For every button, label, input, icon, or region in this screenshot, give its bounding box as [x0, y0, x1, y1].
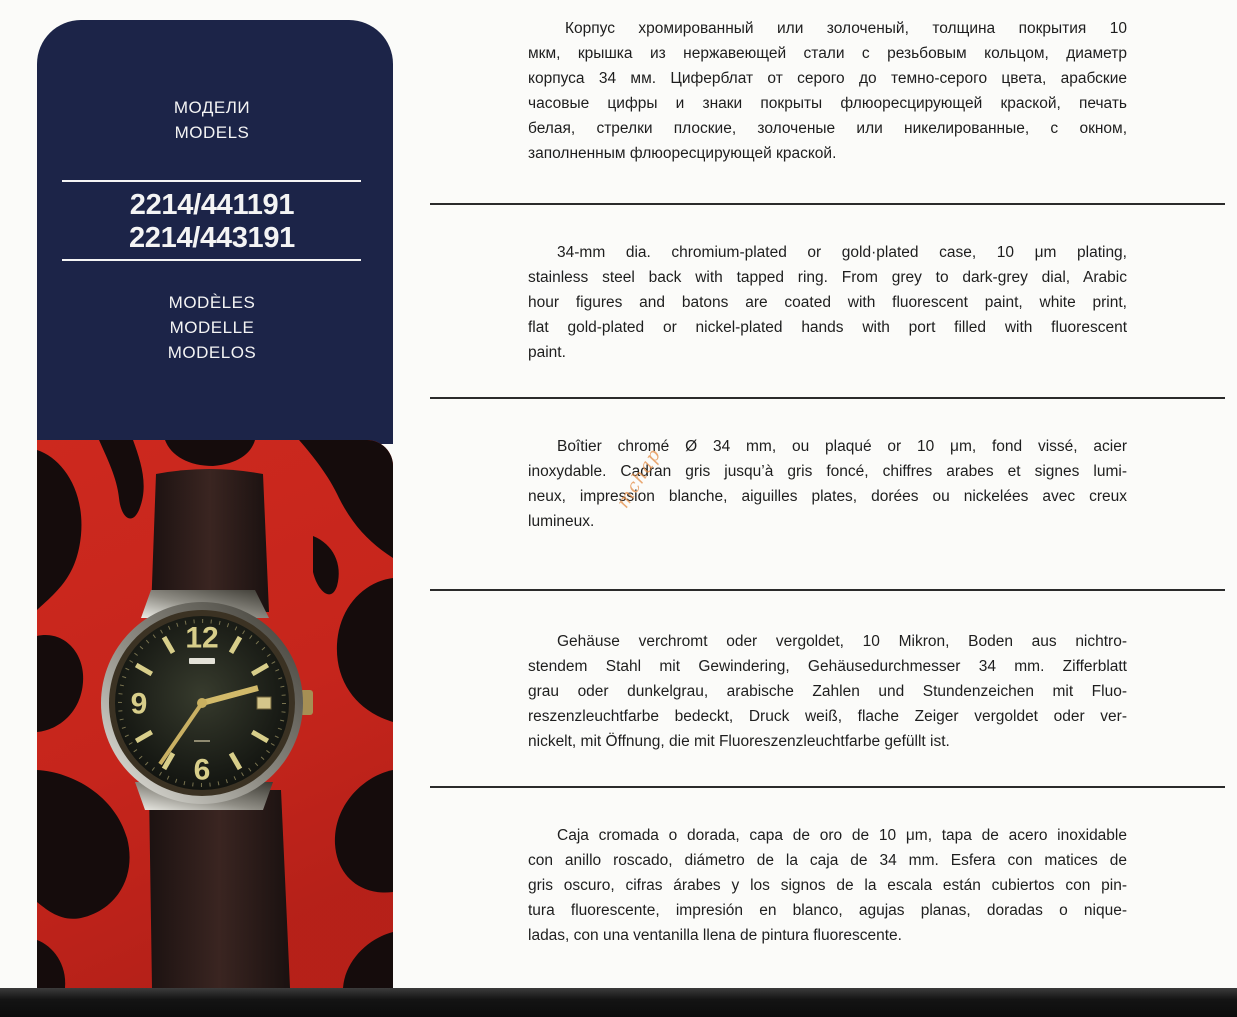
dial-numeral-9: 9 — [130, 687, 148, 721]
description-line: stainless steel back with tapped ring. From grey to dark-grey dial, Arabic — [528, 269, 1127, 286]
description-line: lumineux. — [528, 513, 595, 530]
description-line: nickelt, mit Öffnung, die mit Fluoreszenzleuchtfarbe gefüllt ist. — [528, 733, 950, 750]
description-line: gris oscuro, cifras árabes y los signos de la escala están cubiertos con pin- — [528, 877, 1127, 894]
description-fr — [528, 434, 1127, 534]
description-line: reszenzleuchtfarbe bedeckt, Druck weiß, flache Zeiger vergoldet oder ver- — [528, 708, 1127, 725]
panel-divider — [62, 180, 361, 182]
description-line: stendem Stahl mit Gewindering, Gehäusedurchmesser 34 mm. Zifferblatt — [528, 658, 1127, 675]
description-de — [528, 629, 1127, 754]
description-line: Gehäuse verchromt oder vergoldet, 10 Mikron, Boden aus nichtro- — [557, 633, 1127, 650]
description-en — [528, 240, 1127, 365]
description-ru — [528, 16, 1127, 166]
model-number: 2214/441191 — [129, 189, 295, 221]
description-es — [528, 823, 1127, 948]
description-line: flat gold-plated or nickel-plated hands with port filled with fluorescent — [528, 319, 1127, 336]
panel-label-fr: MODÈLES — [168, 293, 256, 312]
page-bottom-edge — [0, 988, 1237, 1017]
description-line: hour figures and batons are coated with fluorescent paint, white print, — [528, 294, 1127, 311]
dial-numeral-12: 12 — [185, 621, 219, 655]
description-line: мкм, крышка из нержавеющей стали с резьбовым кольцом, диаметр — [528, 45, 1127, 62]
description-line: grau oder dunkelgrau, arabische Zahlen und Stundenzeichen mit Fluo- — [528, 683, 1127, 700]
panel-label-ru: МОДЕЛИ — [173, 98, 251, 117]
dial-numeral-6: 6 — [193, 753, 211, 787]
section-divider — [430, 786, 1225, 788]
description-line: белая, стрелки плоские, золоченые или никелированные, с окном, — [528, 120, 1127, 137]
description-line: tura fluorescente, impresión en blanco, agujas planas, doradas o nique- — [528, 902, 1127, 919]
panel-label-en: MODELS — [174, 123, 250, 142]
watermark: mchap — [612, 444, 666, 513]
description-line: часовые цифры и знаки покрыты флюоресцирующей краской, печать — [528, 95, 1127, 112]
model-number: 2214/443191 — [128, 222, 296, 254]
description-line: заполненным флюоресцирующей краской. — [528, 145, 837, 162]
section-divider — [430, 397, 1225, 399]
panel-divider — [62, 259, 361, 261]
description-line: корпуса 34 мм. Циферблат от серого до темно-серого цвета, арабские — [528, 70, 1127, 87]
description-line: Корпус хромированный или золоченый, толщина покрытия 10 — [565, 20, 1127, 37]
description-line: Boîtier chromé Ø 34 mm, ou plaqué or 10 μm, fond vissé, acier — [557, 438, 1127, 455]
description-line: con anillo roscado, diámetro de la caja de 34 mm. Esfera con matices de — [528, 852, 1127, 869]
description-line: Caja cromada o dorada, capa de oro de 10 μm, tapa de acero inoxidable — [557, 827, 1127, 844]
date-window — [257, 697, 271, 709]
panel-label-es: MODELOS — [167, 343, 257, 362]
description-line: neux, impression blanche, aiguilles plates, dorées ou nickelées avec creux — [528, 488, 1127, 505]
description-line: 34-mm dia. chromium-plated or gold·plated case, 10 μm plating, — [557, 244, 1127, 261]
dial-subtext — [194, 740, 210, 742]
models-panel — [37, 20, 393, 444]
strap-bottom — [149, 790, 290, 988]
description-line: ladas, con una ventanilla llena de pintura fluorescente. — [528, 927, 902, 944]
panel-label-de: MODELLE — [169, 318, 255, 337]
dial-logo — [189, 658, 215, 664]
section-divider — [430, 203, 1225, 205]
watch-photo — [37, 440, 393, 988]
hand-hub — [197, 698, 207, 708]
description-line: inoxydable. Cadran gris jusqu’à gris foncé, chiffres arabes et signes lumi- — [528, 463, 1127, 480]
section-divider — [430, 589, 1225, 591]
description-line: paint. — [528, 344, 566, 361]
watch-illustration — [37, 440, 393, 988]
